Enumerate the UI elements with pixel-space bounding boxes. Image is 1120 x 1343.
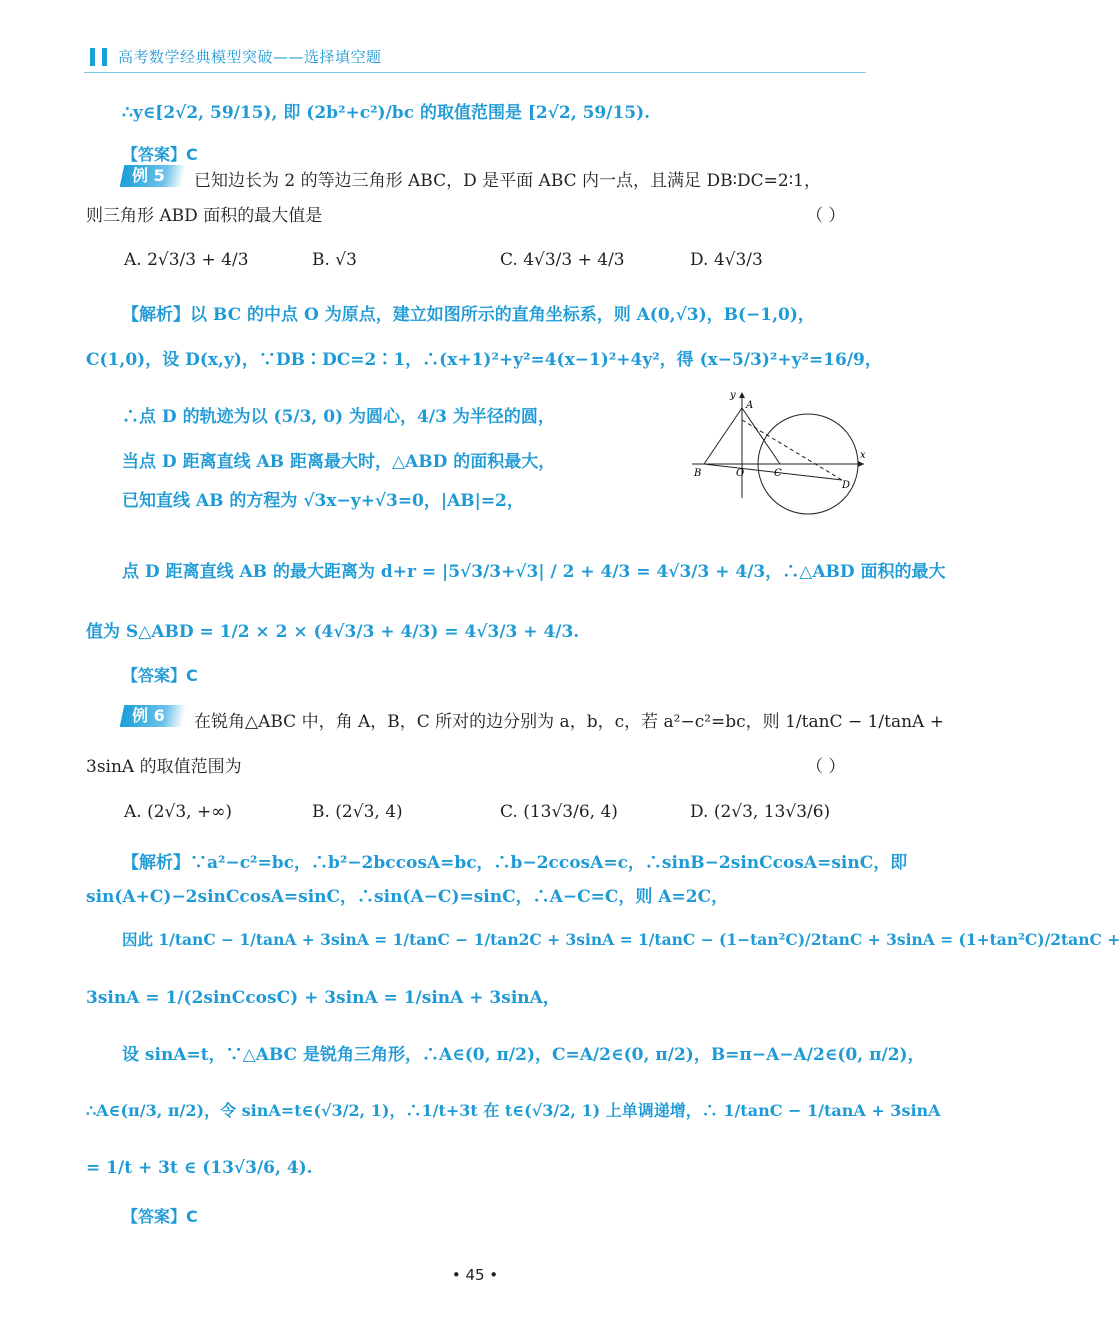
solution-line: sin(A+C)−2sinCcosA=sinC，∴sin(A−C)=sinC，∴A−C=C，则 A=2C， [86, 887, 729, 907]
answer-label: 【答案】C [122, 1207, 198, 1226]
option-a: A. (2√3, +∞) [124, 802, 233, 822]
point-label: C [774, 468, 782, 479]
option-c: C. (13√3/6, 4) [500, 802, 618, 822]
header-title: 高考数学经典模型突破——选择填空题 [118, 48, 382, 66]
solution-line: 因此 1/tanC − 1/tanA + 3sinA = 1/tanC − 1/tan2C + 3sinA = 1/tanC − (1−tan²C)/2tanC + 3sinA = (1+tan²C)/2tanC + [122, 930, 1120, 949]
option-d: D. 4√3/3 [690, 250, 763, 270]
solution-line: C(1,0)，设 D(x,y)，∵DB∶DC=2∶1，∴(x+1)²+y²=4(x−1)²+4y²，得 (x−5/3)²+y²=16/9， [86, 350, 882, 370]
example-tag: 例 5 [120, 165, 187, 187]
solution-line: 已知直线 AB 的方程为 √3x−y+√3=0，|AB|=2， [122, 491, 524, 511]
solution-line: ∴点 D 的轨迹为以 (5/3, 0) 为圆心，4/3 为半径的圆， [122, 407, 555, 427]
header-rule [84, 72, 866, 73]
point-label: O [736, 468, 745, 479]
solution-line: 点 D 距离直线 AB 的最大距离为 d+r = |5√3/3+√3| / 2 + 4/3 = 4√3/3 + 4/3，∴△ABD 面积的最大 [122, 562, 946, 582]
axis-label: x [860, 450, 866, 461]
question-text: 在锐角△ABC 中，角 A，B，C 所对的边分别为 a，b，c，若 a²−c²=bc，则 1/tanC − 1/tanA + [194, 712, 944, 732]
point-label: B [694, 468, 702, 479]
solution-line: ∴A∈(π/3, π/2)，令 sinA=t∈(√3/2, 1)，∴1/t+3t 在 t∈(√3/2, 1) 上单调递增，∴ 1/tanC − 1/tanA + 3sinA [86, 1101, 941, 1120]
option-d: D. (2√3, 13√3/6) [690, 802, 831, 822]
solution-line: 值为 S△ABD = 1/2 × 2 × (4√3/3 + 4/3) = 4√3/3 + 4/3. [86, 622, 580, 642]
solution-line: ∴y∈[2√2, 59/15), 即 (2b²+c²)/bc 的取值范围是 [2√2, 59/15). [122, 103, 651, 123]
point-label: D [842, 480, 851, 491]
solution-line: 3sinA = 1/(2sinCcosC) + 3sinA = 1/sinA + 3sinA， [86, 988, 560, 1008]
answer-paren: （ ） [806, 206, 846, 226]
question-text: 3sinA 的取值范围为 [86, 757, 242, 777]
point-label: A [746, 400, 754, 411]
coordinate-figure [692, 388, 872, 508]
option-b: B. √3 [312, 250, 357, 270]
answer-paren: （ ） [806, 757, 846, 777]
question-text: 已知边长为 2 的等边三角形 ABC，D 是平面 ABC 内一点，且满足 DB∶DC=2∶1， [194, 171, 821, 191]
option-b: B. (2√3, 4) [312, 802, 403, 822]
header-bar-icon [90, 48, 95, 66]
example-tag: 例 6 [120, 705, 187, 727]
axis-label: y [730, 390, 736, 401]
question-text: 则三角形 ABD 面积的最大值是 [86, 206, 323, 226]
solution-line: 当点 D 距离直线 AB 距离最大时，△ABD 的面积最大， [122, 452, 556, 472]
option-a: A. 2√3/3 + 4/3 [124, 250, 249, 270]
solution-line: 【解析】∵a²−c²=bc，∴b²−2bccosA=bc，∴b−2ccosA=c，∴sinB−2sinCcosA=sinC，即 [122, 853, 908, 873]
solution-line: 设 sinA=t，∵△ABC 是锐角三角形，∴A∈(0, π/2)，C=A/2∈(0, π/2)，B=π−A−A/2∈(0, π/2)， [122, 1045, 925, 1065]
solution-line: 【解析】以 BC 的中点 O 为原点，建立如图所示的直角坐标系，则 A(0,√3)，B(−1,0)， [122, 305, 815, 325]
header-bar-icon [102, 48, 107, 66]
running-header [84, 44, 866, 72]
option-c: C. 4√3/3 + 4/3 [500, 250, 625, 270]
answer-label: 【答案】C [122, 666, 198, 685]
answer-label: 【答案】C [122, 145, 198, 164]
solution-line: = 1/t + 3t ∈ (13√3/6, 4). [86, 1158, 313, 1178]
page-number: • 45 • [451, 1266, 499, 1284]
